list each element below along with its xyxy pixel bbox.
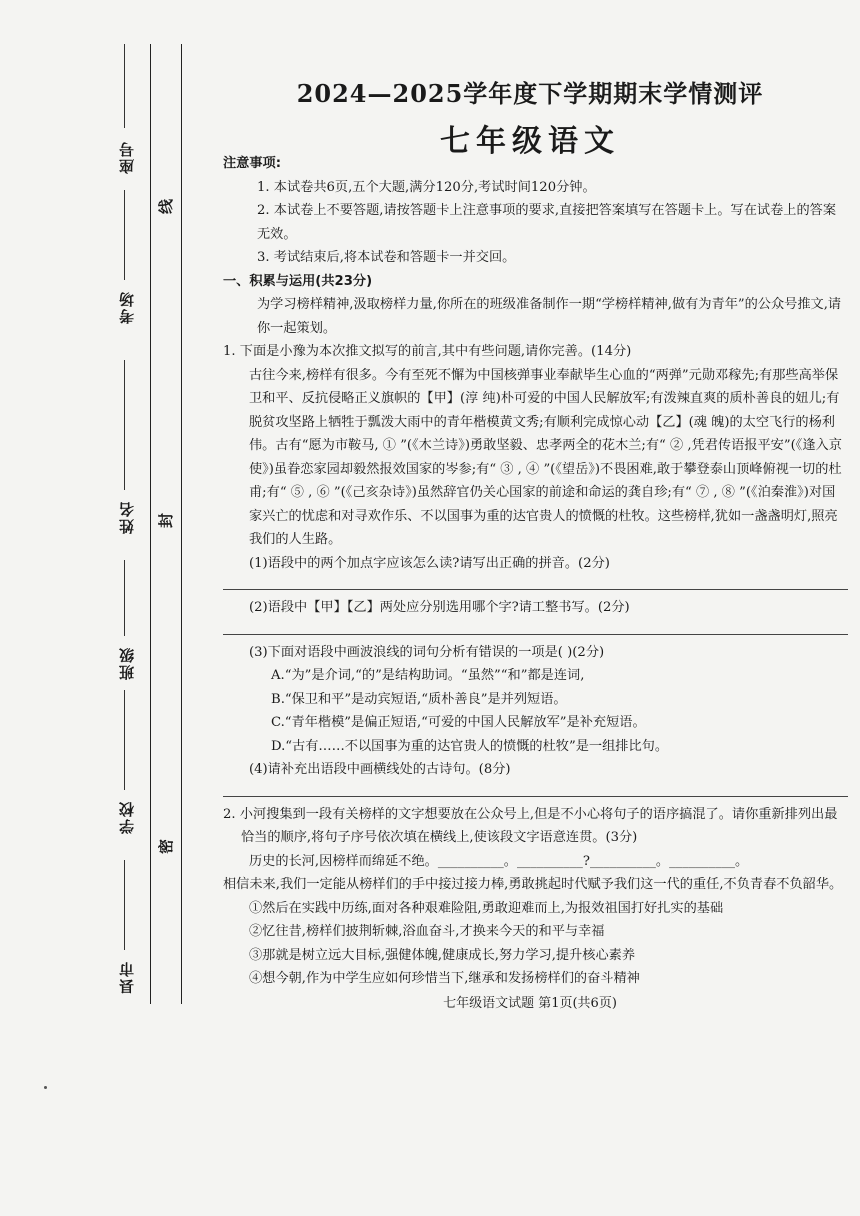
school-label: 学校: [118, 800, 136, 834]
sentence-option: ②忆往昔,榜样们披荆斩棘,浴血奋斗,才换来今天的和平与幸福: [249, 924, 605, 939]
question-1-sub-2: (2)语段中【甲】【乙】两处应分别选用哪个字?请工整书写。(2分): [249, 600, 630, 615]
county-field: [124, 860, 125, 950]
question-1-sub-1: (1)语段中的两个加点字应该怎么读?请写出正确的拼音。(2分): [249, 555, 610, 571]
exam-title: 2024—2025学年度下学期期末学情测评: [296, 79, 764, 108]
question-1-passage: 古往今来,榜样有很多。今有至死不懈为中国核弹事业奉献毕生心血的“两弹”元勋邓稼先;有那些高举保卫和平、反抗侵略正义旗帜的【甲】(淳 纯)朴可爱的中国人民解放军;有泼辣直爽的质朴善良的妞儿;有脱贫攻坚路上牺牲于瓢泼大雨中的青年楷模黄文秀;有顺利完成惊心动【乙】(魂 魄)的太空飞行的杨利伟。古有“愿为市鞍马, ① ”(《木兰诗》)勇敢坚毅、忠孝两全的花木兰;有“ ② ,凭君传语报平安”(《逢入京使》)虽眷恋家园却毅然报效国家的岑参;有“ ③ , ④ ”(《望岳》)不畏困难,敢于攀登泰山顶峰俯视一切的杜甫;有“ ⑤ , ⑥ ”(《己亥杂诗》)虽然辞官仍关心国家的前途和命运的龚自珍;有“ ⑦ , ⑧ ”(《泊秦淮》)对国家兴亡的忧虑和对寻欢作乐、不以国事为重的达官贵人的愤慨的杜牧。这些榜样,犹如一盏盏明灯,照亮我们的人生路。: [249, 367, 842, 547]
option-b: B.“保卫和平”是动宾短语,“质朴善良”是并列短语。: [271, 691, 567, 707]
exam-room-field: [124, 190, 125, 280]
page-footer: 七年级语文试题 第1页(共6页): [443, 996, 617, 1011]
notice-heading: 注意事项:: [223, 156, 282, 171]
sentence-option: ④想今朝,作为中学生应如何珍惜当下,继承和发扬榜样们的奋斗精神: [249, 971, 640, 986]
binding-line-inner: [181, 44, 182, 1004]
scan-speck: [44, 1086, 47, 1089]
exam-room-label: 考场: [118, 290, 136, 324]
question-1-stem: 1. 下面是小豫为本次推文拟写的前言,其中有些问题,请你完善。(14分): [223, 344, 632, 359]
exam-subtitle: 七年级语文: [440, 124, 620, 159]
answer-line: [223, 620, 848, 635]
notice-item: 2. 本试卷上不要答题,请按答题卡上注意事项的要求,直接把答案填写在答题卡上。写在试卷上的答案无效。: [257, 203, 837, 242]
seal-char-line: 线: [157, 198, 176, 215]
answer-line: [223, 782, 848, 797]
name-field: [124, 360, 125, 490]
class-field: [124, 560, 125, 636]
section-intro: 为学习榜样精神,汲取榜样力量,你所在的班级准备制作一期“学榜样精神,做有为青年”的公众号推文,请你一起策划。: [257, 297, 842, 336]
sentence-option: ①然后在实践中历练,面对各种艰难险阻,勇敢迎难而上,为报效祖国打好扎实的基础: [249, 900, 724, 916]
option-c: C.“青年楷模”是偏正短语,“可爱的中国人民解放军”是补充短语。: [271, 715, 646, 730]
exam-content: [223, 152, 848, 991]
binding-line-outer: [150, 44, 151, 1004]
seat-number-label: 座号: [118, 140, 136, 174]
school-field: [124, 690, 125, 790]
option-d: D.“古有……不以国事为重的达官贵人的愤慨的杜牧”是一组排比句。: [271, 738, 669, 754]
seal-char-secret: 密: [157, 838, 176, 855]
section-heading: 一、积累与运用(共23分): [223, 273, 373, 289]
sentence-option: ③那就是树立远大目标,强健体魄,健康成长,努力学习,提升核心素养: [249, 947, 636, 963]
question-2-stem: 2. 小河搜集到一段有关榜样的文字想要放在公众号上,但是不小心将句子的语序搞混了。请你重新排列出最恰当的顺序,将句子序号依次填在横线上,使该段文字语意连贯。(3分): [223, 806, 838, 845]
name-label: 姓名: [118, 500, 136, 534]
class-label: 班级: [118, 646, 136, 680]
question-1-sub-3: (3)下面对语段中画波浪线的词句分析有错误的一项是( )(2分): [249, 644, 605, 660]
county-label: 县市: [118, 960, 136, 994]
seat-number-field: [124, 44, 125, 128]
seal-char-seal: 封: [157, 512, 176, 529]
notice-item: 3. 考试结束后,将本试卷和答题卡一并交回。: [257, 250, 516, 265]
notice-item: 1. 本试卷共6页,五个大题,满分120分,考试时间120分钟。: [257, 179, 596, 195]
question-2-follow: 相信未来,我们一定能从榜样们的手中接过接力棒,勇敢挑起时代赋予我们这一代的重任,不负青春不负韶华。: [223, 877, 843, 892]
question-2-lead: 历史的长河,因榜样而绵延不绝。__________。__________?__________。__________。: [249, 853, 749, 869]
question-1-sub-4: (4)请补充出语段中画横线处的古诗句。(8分): [249, 762, 511, 777]
option-a: A.“为”是介词,“的”是结构助词。“虽然”“和”都是连词,: [271, 668, 585, 683]
answer-line: [223, 575, 848, 590]
